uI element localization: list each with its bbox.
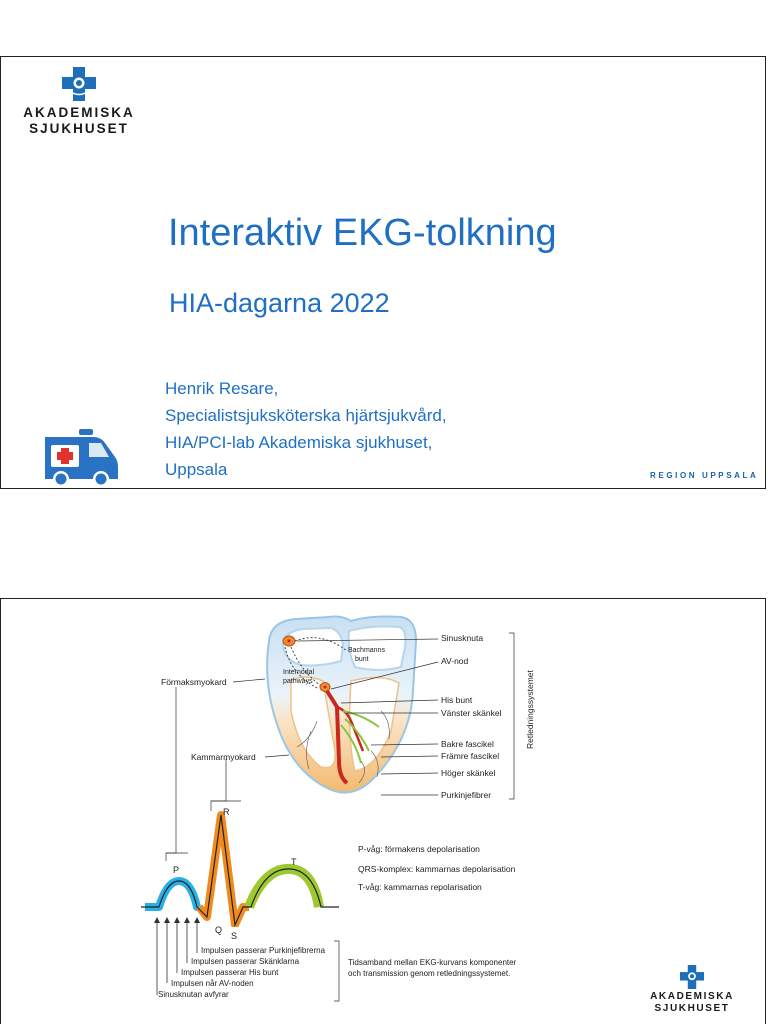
ambulance-icon — [41, 429, 121, 489]
label-framre-fascikel: Främre fascikel — [441, 751, 500, 761]
wave-t-label: T — [291, 857, 297, 867]
hospital-cross-logo-small — [679, 965, 705, 989]
wave-p-label: P — [173, 865, 180, 875]
akademiska-logo — [9, 67, 149, 136]
author-block — [165, 375, 447, 483]
internodal-label-2: pathways — [283, 678, 313, 685]
legend-qrs: QRS-komplex: kammarnas depolarisation — [358, 864, 516, 874]
hospital-cross-logo — [61, 67, 97, 101]
label-av-nod: AV-nod — [441, 656, 469, 666]
caption-line-2: och transmission genom retledningssystemet. — [348, 969, 511, 978]
impulse-sinusknutan: Sinusknutan avfyrar — [158, 990, 229, 999]
label-his-bunt: His bunt — [441, 695, 473, 705]
slide-subtitle: HIA-dagarna 2022 — [169, 288, 390, 318]
label-hoger-skankel: Höger skänkel — [441, 768, 496, 778]
label-retledningssystemet: Retledningssystemet — [525, 670, 535, 749]
akademiska-logo-small — [637, 965, 747, 1014]
logo-line-2: SJUKHUSET — [29, 120, 129, 136]
impulse-purkinje: Impulsen passerar Purkinjefibrerna — [201, 946, 326, 955]
label-kammarmyokard: Kammarmyokard — [191, 752, 256, 762]
wave-q-label: Q — [215, 925, 223, 935]
logo-small-line-1: AKADEMISKA — [650, 991, 734, 1002]
impulse-his-bunt: Impulsen passerar His bunt — [181, 968, 279, 977]
region-uppsala-label: REGION UPPSALA — [650, 471, 759, 480]
wave-s-label: S — [231, 931, 238, 941]
label-purkinjefibrer: Purkinjefibrer — [441, 790, 492, 800]
internodal-label-1: Internodal — [283, 669, 315, 676]
logo-small-line-2: SJUKHUSET — [654, 1002, 730, 1014]
title-slide — [0, 56, 766, 489]
bachmanns-label-1: Bachmanns — [348, 647, 385, 654]
label-formaksmyokard: Förmaksmyokard — [161, 677, 227, 687]
slide-title: Interaktiv EKG-tolkning — [168, 212, 557, 254]
legend-p-wave: P-våg: förmakens depolarisation — [358, 844, 480, 854]
label-vanster-skankel: Vänster skänkel — [441, 708, 502, 718]
author-line-1: Henrik Resare, — [165, 379, 279, 398]
author-line-3: HIA/PCI-lab Akademiska sjukhuset, — [165, 433, 433, 452]
caption-line-1: Tidsamband mellan EKG-kurvans komponenter — [348, 958, 517, 967]
logo-line-1: AKADEMISKA — [23, 105, 135, 120]
ekg-waveform — [141, 807, 341, 927]
impulse-skanklarna: Impulsen passerar Skänklarna — [191, 957, 300, 966]
label-sinusknuta: Sinusknuta — [441, 633, 484, 643]
impulse-av-noden: Impulsen når AV-noden — [171, 979, 254, 988]
bachmanns-label-2: bunt — [355, 656, 369, 663]
ekg-slide — [0, 598, 766, 1024]
legend-t-wave: T-våg: kammarnas repolarisation — [358, 882, 482, 892]
author-line-2: Specialistsjuksköterska hjärtsjukvård, — [165, 406, 447, 425]
author-line-4: Uppsala — [165, 460, 228, 479]
wave-r-label: R — [223, 807, 230, 817]
label-bakre-fascikel: Bakre fascikel — [441, 739, 494, 749]
